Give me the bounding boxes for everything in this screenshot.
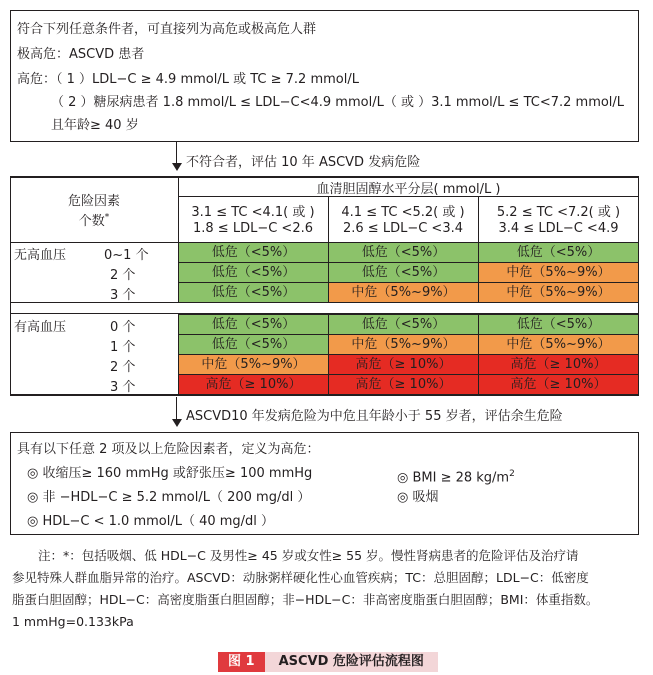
high-risk-factors-box [10, 432, 639, 535]
risk-cell: 中危（5%~9%） [478, 262, 639, 283]
row-count: 3 个 [110, 380, 136, 395]
factor-item-text: ◎ BMI ≥ 28 kg/m [397, 470, 510, 486]
row-count: 3 个 [110, 288, 136, 303]
criteria-box [10, 10, 639, 142]
flow-arrow-1-head [172, 163, 182, 171]
figure-title: ASCVD 危险评估流程图 [265, 652, 438, 672]
footnote-line: 参见特殊人群血脂异常的治疗。ASCVD：动脉粥样硬化性心血管疾病；TC：总胆固醇；LDL−C：低密度 [12, 570, 589, 585]
high-risk-line-3: 且年龄≥ 40 岁 [51, 118, 139, 133]
risk-cell: 中危（5%~9%） [328, 334, 479, 355]
corner-header-count: 个数 [78, 214, 105, 229]
row-count: 2 个 [110, 268, 136, 283]
group-label-no-hypertension: 无高血压 [14, 248, 67, 263]
row-count: 2 个 [110, 360, 136, 375]
corner-header-mark: * [104, 212, 110, 223]
risk-table [10, 176, 639, 396]
footnote-line: 1 mmHg=0.133kPa [12, 614, 134, 629]
flow-arrow-2 [176, 397, 177, 420]
high-risk-line-2: （ 2 ）糖尿病患者 1.8 mmol/L ≤ LDL−C<4.9 mmol/L（ 或 ）3.1 mmol/L ≤ TC<7.2 mmol/L [51, 95, 625, 110]
cholesterol-group-header: 血清胆固醇水平分层( mmol/L ) [316, 182, 501, 197]
factors-title: 具有以下任意 2 项及以上危险因素者，定义为高危： [17, 442, 320, 457]
flow-arrow-2-label: ASCVD10 年发病危险为中危且年龄小于 55 岁者，评估余生危险 [186, 409, 563, 424]
row-count: 1 个 [110, 340, 136, 355]
risk-cell: 低危（<5%） [328, 242, 479, 263]
corner-header-line2 [54, 210, 134, 229]
factor-item-superscript: 2 [509, 469, 515, 479]
row-count: 0~1 个 [104, 248, 149, 263]
figure-caption [218, 652, 438, 672]
risk-cell: 低危（<5%） [478, 242, 639, 263]
criteria-title: 符合下列任意条件者，可直接列为高危或极高危人群 [17, 22, 317, 37]
flow-arrow-2-head [172, 419, 182, 427]
column-header-3-line1: 5.2 ≤ TC <7.2( 或 ) [496, 205, 621, 220]
flow-arrow-1 [176, 142, 177, 164]
footnote-line: 注：*：包括吸烟、低 HDL−C 及男性≥ 45 岁或女性≥ 55 岁。慢性肾病患者的危险评估及治疗请 [38, 548, 579, 563]
risk-cell: 低危（<5%） [478, 314, 639, 335]
group-label-hypertension: 有高血压 [14, 320, 67, 335]
risk-cell: 高危（≥ 10%） [178, 374, 329, 395]
risk-cell: 高危（≥ 10%） [478, 374, 639, 395]
risk-cell: 中危（5%~9%） [178, 354, 329, 375]
very-high-risk-line: 极高危：ASCVD 患者 [17, 47, 145, 62]
risk-cell: 低危（<5%） [178, 334, 329, 355]
corner-header-line1: 危险因素 [67, 194, 120, 209]
column-header-1-line1: 3.1 ≤ TC <4.1( 或 ) [191, 205, 315, 220]
high-risk-line-1: 高危：（ 1 ）LDL−C ≥ 4.9 mmol/L 或 TC ≥ 7.2 mmol/L [17, 72, 359, 87]
risk-cell: 高危（≥ 10%） [478, 354, 639, 375]
column-header-2-line1: 4.1 ≤ TC <5.2( 或 ) [341, 205, 465, 220]
risk-cell: 低危（<5%） [178, 242, 329, 263]
factor-item [397, 466, 515, 486]
row-count: 0 个 [110, 320, 136, 335]
factor-item: ◎ HDL−C < 1.0 mmol/L（ 40 mg/dl ） [27, 514, 275, 529]
risk-cell: 低危（<5%） [328, 314, 479, 335]
risk-cell: 低危（<5%） [178, 314, 329, 335]
risk-cell: 中危（5%~9%） [478, 282, 639, 303]
column-header-1-line2: 1.8 ≤ LDL−C <2.6 [193, 221, 313, 236]
risk-cell: 低危（<5%） [328, 262, 479, 283]
risk-cell: 低危（<5%） [178, 262, 329, 283]
figure-number: 图 1 [218, 652, 265, 672]
column-header-2-line2: 2.6 ≤ LDL−C <3.4 [343, 221, 463, 236]
footnote-line: 脂蛋白胆固醇；HDL−C：高密度脂蛋白胆固醇；非−HDL−C：非高密度脂蛋白胆固醇；BMI：体重指数。 [12, 592, 599, 607]
risk-cell: 低危（<5%） [178, 282, 329, 303]
column-header-3-line2: 3.4 ≤ LDL−C <4.9 [498, 221, 619, 236]
risk-cell: 中危（5%~9%） [328, 282, 479, 303]
flow-arrow-1-label: 不符合者，评估 10 年 ASCVD 发病危险 [186, 155, 421, 170]
factor-item: ◎ 收缩压≥ 160 mmHg 或舒张压≥ 100 mmHg [27, 466, 313, 481]
factor-item: ◎ 非 −HDL−C ≥ 5.2 mmol/L（ 200 mg/dl ） [27, 490, 311, 505]
risk-cell: 高危（≥ 10%） [328, 354, 479, 375]
risk-cell: 高危（≥ 10%） [328, 374, 479, 395]
factor-item: ◎ 吸烟 [397, 490, 439, 505]
risk-cell: 中危（5%~9%） [478, 334, 639, 355]
